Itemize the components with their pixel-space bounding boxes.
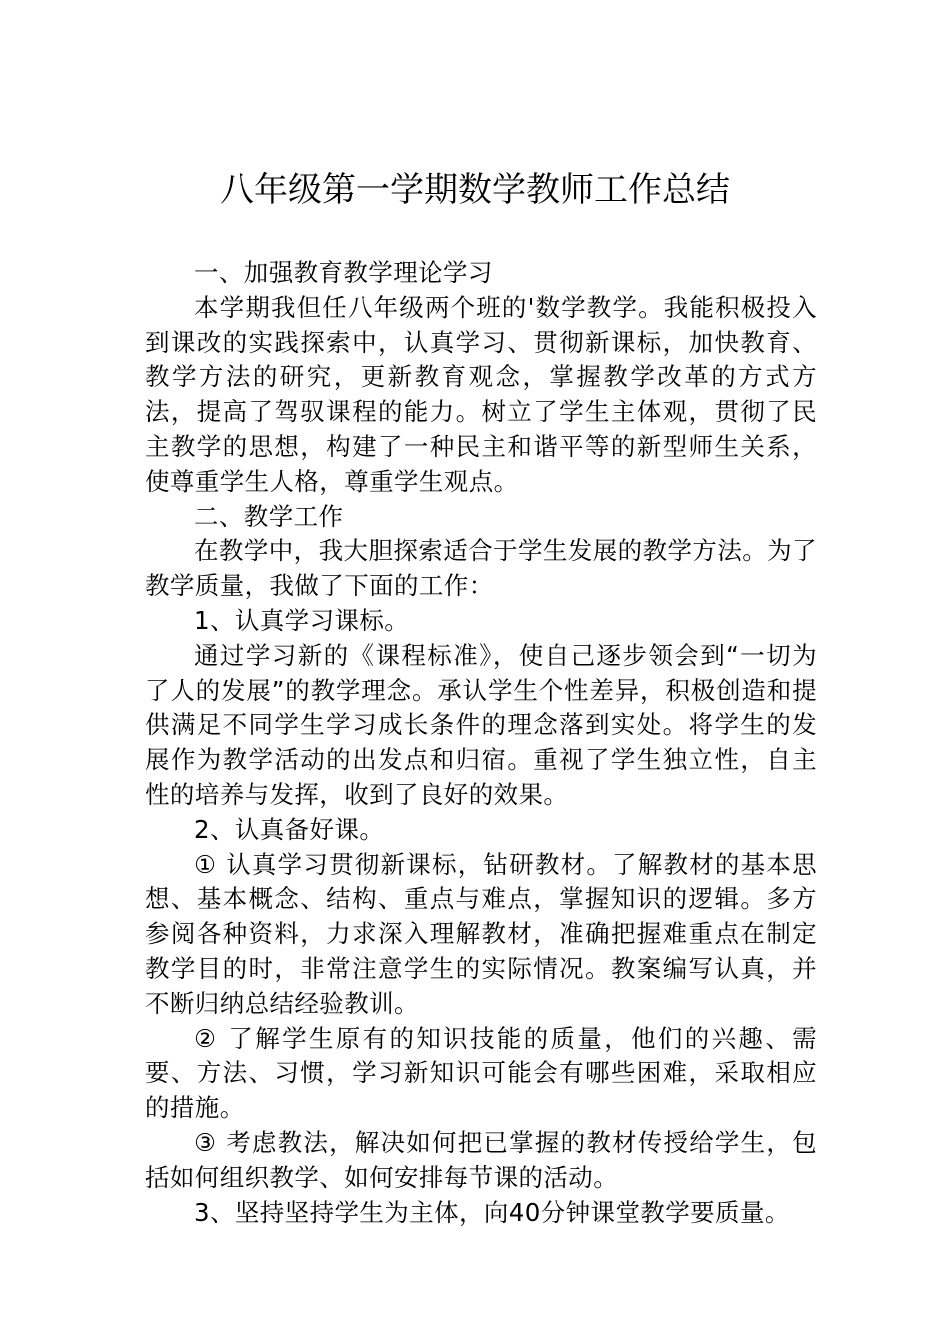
document-title: 八年级第一学期数学教师工作总结 [220, 170, 730, 210]
body-paragraph: 通过学习新的《课程标准》，使自己逐步领会到“一切为了人的发展”的教学理念。承认学生个性差异，积极创造和提供满足不同学生学习成长条件的理念落到实处。将学生的发展作为教学活动的出发点和归宿。重视了学生独立性，自主性的培养与发挥，收到了良好的效果。 [145, 640, 817, 809]
subsection-heading: 2、认真备好课。 [194, 814, 385, 844]
list-item: ① 认真学习贯彻新课标，钻研教材。了解教材的基本思想、基本概念、结构、重点与难点，掌握知识的逻辑。多方参阅各种资料，力求深入理解教材，准确把握难重点在制定教学目的时，非常注意学生的实际情况。教案编写认真，并不断归纳总结经验教训。 [145, 849, 817, 1018]
section-heading: 二、教学工作 [194, 501, 344, 531]
subsection-heading: 3、坚持坚持学生为主体，向40分钟课堂教学要质量。 [194, 1197, 790, 1227]
section-heading: 一、加强教育教学理论学习 [194, 258, 493, 287]
document-body [145, 256, 817, 1230]
list-item: ② 了解学生原有的知识技能的质量，他们的兴趣、需要、方法、习惯，学习新知识可能会有哪些困难，采取相应的措施。 [145, 1023, 817, 1123]
body-paragraph: 本学期我但任八年级两个班的'数学教学。我能积极投入到课改的实践探索中，认真学习、贯彻新课标，加快教育、教学方法的研究，更新教育观念，掌握教学改革的方式方法，提高了驾驭课程的能力。树立了学生主体观，贯彻了民主教学的思想，构建了一种民主和谐平等的新型师生关系，使尊重学生人格，尊重学生观点。 [145, 292, 817, 496]
subsection-heading: 1、认真学习课标。 [194, 605, 410, 635]
body-paragraph: 在教学中，我大胆探索适合于学生发展的教学方法。为了教学质量，我做了下面的工作： [145, 536, 817, 601]
list-item: ③ 考虑教法，解决如何把已掌握的教材传授给学生，包括如何组织教学、如何安排每节课的活动。 [145, 1127, 817, 1192]
